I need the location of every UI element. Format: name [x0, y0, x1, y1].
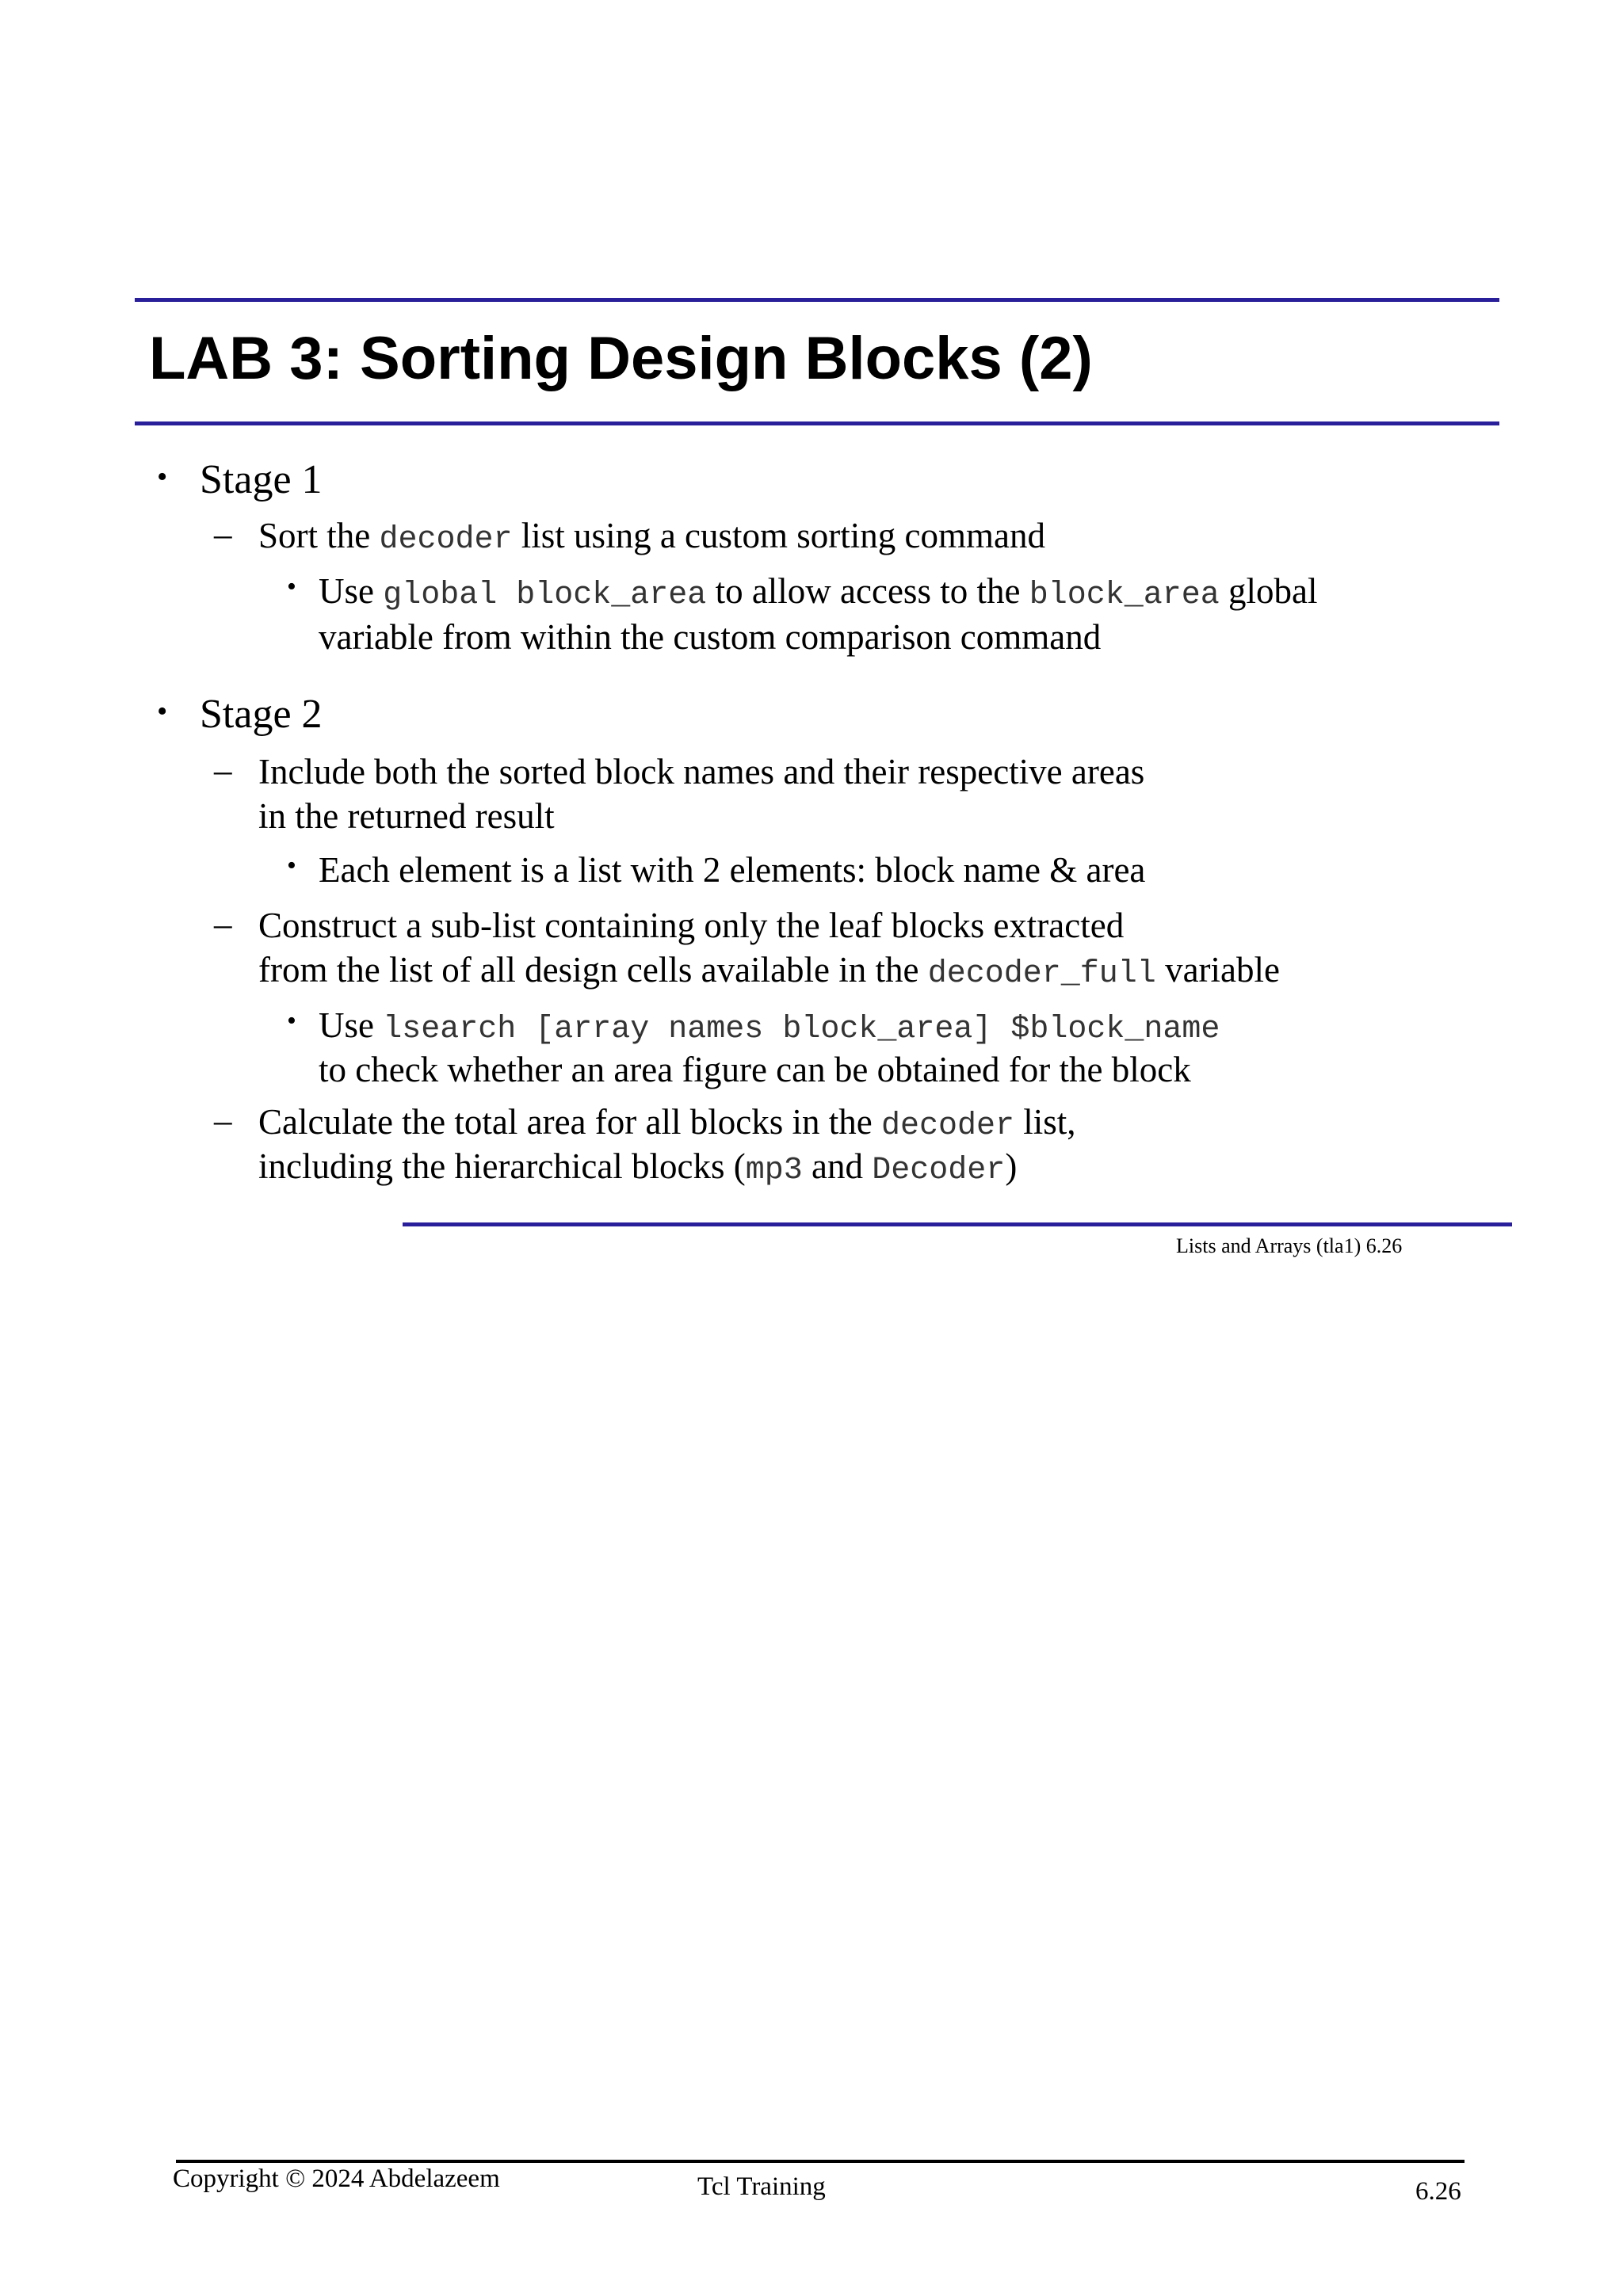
title-rule-top	[135, 298, 1499, 302]
text: global	[1219, 571, 1318, 611]
code-block-area: block_area	[1029, 578, 1220, 613]
text: Sort the	[258, 516, 380, 555]
stage2-include-line1: Include both the sorted block names and their respective areas	[258, 752, 1145, 791]
code-decoder-hier: Decoder	[872, 1153, 1006, 1188]
text: variable	[1155, 950, 1280, 990]
slide-bottom-rule	[403, 1222, 1512, 1226]
stage1-heading: Stage 1	[200, 457, 323, 502]
text: from the list of all design cells available in the	[258, 950, 928, 990]
code-decoder: decoder	[379, 522, 513, 558]
stage2-include-line2: in the returned result	[258, 796, 555, 836]
title-rule-bottom	[135, 421, 1499, 425]
text: to allow access to the	[706, 571, 1029, 611]
bullet: •	[287, 1006, 296, 1035]
dash-marker: –	[214, 750, 232, 790]
dash-marker: –	[214, 1100, 232, 1140]
text: Use	[319, 1005, 384, 1045]
page-footer-rule	[176, 2160, 1465, 2163]
slide-title: LAB 3: Sorting Design Blocks (2)	[149, 325, 1093, 392]
stage2-calc-line1	[258, 1100, 1076, 1149]
text: and	[802, 1146, 873, 1186]
stage2-lsearch-line	[319, 1003, 1220, 1052]
text: Calculate the total area for all blocks in the	[258, 1102, 881, 1142]
code-lsearch: lsearch [array names block_area] $block_name	[383, 1012, 1220, 1047]
text: list,	[1014, 1102, 1076, 1142]
text: list using a custom sorting command	[512, 516, 1045, 555]
code-decoder-full: decoder_full	[927, 956, 1156, 992]
stage2-calc-line2	[258, 1144, 1017, 1193]
stage1-sort-line	[258, 513, 1045, 563]
bullet: •	[157, 695, 168, 728]
code-mp3: mp3	[745, 1153, 803, 1188]
stage2-construct-line2	[258, 948, 1280, 997]
bullet: •	[287, 851, 296, 880]
footer-page-number: 6.26	[1415, 2177, 1461, 2206]
bullet: •	[157, 460, 168, 494]
slide-footnote: Lists and Arrays (tla1) 6.26	[1176, 1234, 1403, 1257]
text: including the hierarchical blocks (	[258, 1146, 746, 1186]
bullet: •	[287, 572, 296, 601]
stage1-use-line	[319, 569, 1317, 618]
text: Use	[319, 571, 384, 611]
dash-marker: –	[214, 514, 232, 554]
code-decoder: decoder	[880, 1108, 1014, 1144]
footer-copyright: Copyright © 2024 Abdelazeem	[173, 2164, 500, 2193]
stage2-heading: Stage 2	[200, 692, 323, 737]
stage2-construct-line1: Construct a sub-list containing only the leaf blocks extracted	[258, 906, 1125, 945]
stage1-use-line2: variable from within the custom comparison command	[319, 617, 1102, 657]
stage2-each-line: Each element is a list with 2 elements: block name & area	[319, 850, 1146, 890]
footer-course: Tcl Training	[697, 2172, 826, 2201]
text: )	[1005, 1146, 1018, 1186]
stage2-lsearch-line2: to check whether an area figure can be obtained for the block	[319, 1050, 1191, 1089]
dash-marker: –	[214, 904, 232, 944]
code-global-block-area: global block_area	[383, 578, 707, 613]
